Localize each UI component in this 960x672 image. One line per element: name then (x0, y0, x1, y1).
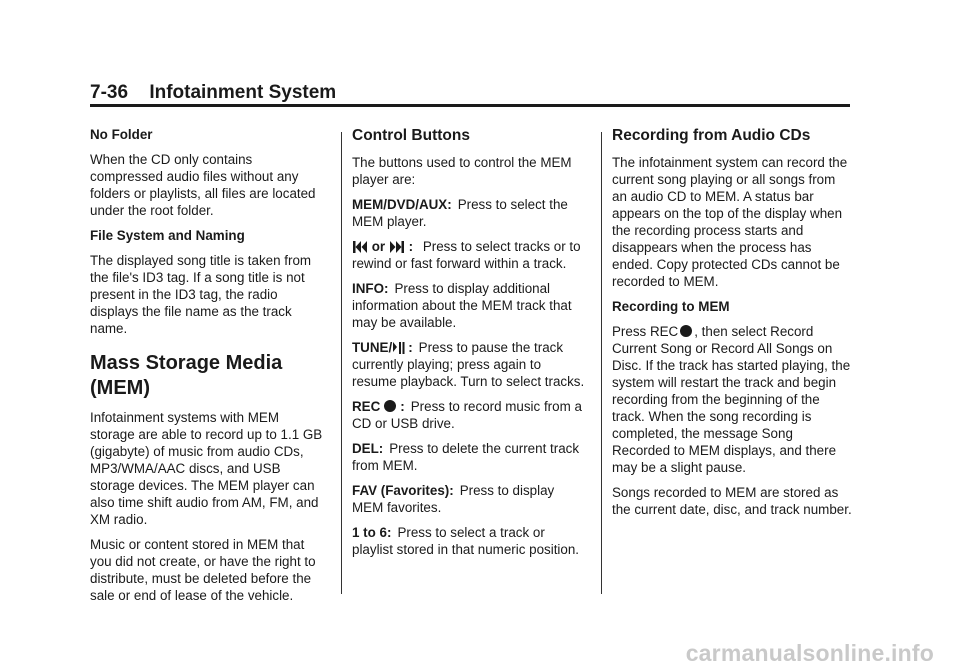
numeric-desc: Press to select a track or playlist stored in that numeric position. (352, 525, 580, 558)
mem-dvd-aux-item (352, 196, 588, 230)
fav-term: FAV (Favorites): (352, 483, 454, 499)
press-rec-text: Press REC (612, 324, 679, 339)
mass-storage-text-2: Music or content stored in MEM that you did not create, or have the right to distribute, must be deleted before the sale or end of lease of the vehicle. (90, 537, 316, 603)
control-buttons-intro: The buttons used to control the MEM player are: (352, 155, 572, 187)
rec-desc: Press to record music from a CD or USB drive. (352, 399, 582, 432)
recording-text-3: Songs recorded to MEM are stored as the current date, disc, and track number. (612, 485, 852, 517)
mem-dvd-aux-term: MEM/DVD/AUX: (352, 197, 452, 212)
seek-back-icon (352, 240, 368, 254)
rec-term: REC (352, 399, 381, 415)
recording-text-1: The infotainment system can record the current song playing or all songs from an audio CD to MEM. A status bar appears on the top of the display when the recording process starts and disappears when the process has ended. Copy protected CDs cannot be recorded to MEM. (612, 155, 848, 289)
column-divider (601, 132, 602, 594)
seek-item: or : Press to select tracks or to rewind or fast forward within a track. (352, 239, 581, 271)
tune-item: TUNE/ : Press to pause the track currently playing; press again to resume playback. Turn to select tracks. (352, 340, 585, 390)
file-system-heading: File System and Naming (90, 228, 245, 243)
record-icon (680, 325, 692, 337)
del-desc: Press to delete the current track from MEM. (352, 441, 580, 474)
recording-text-2 (612, 323, 852, 476)
recording-to-mem-heading: Recording to MEM (612, 299, 730, 314)
fav-item (352, 482, 588, 516)
info-desc: Press to display additional information about the MEM track that may be available. (352, 281, 572, 330)
section-title: Infotainment System (149, 82, 337, 103)
file-system-text: The displayed song title is taken from the file's ID3 tag. If a song title is not present in the ID3 tag, the radio displays the file name as the track name. (90, 253, 312, 336)
column-3 (612, 126, 852, 526)
no-folder-text: When the CD only contains compressed audio files without any folders or playlists, all files are located under the root folder. (90, 152, 316, 218)
no-folder-heading: No Folder (90, 127, 153, 142)
numeric-term: 1 to 6: (352, 525, 392, 541)
play-pause-icon (392, 340, 406, 356)
tune-term: TUNE/ (352, 340, 393, 355)
numeric-item (352, 524, 588, 558)
column-2 (352, 126, 588, 566)
header-rule (90, 104, 850, 107)
rec-item: REC : Press to record music from a CD or USB drive. (352, 399, 582, 432)
watermark: carmanualsonline.info (685, 640, 934, 666)
seek-forward-icon (389, 240, 405, 254)
mem-dvd-aux-desc: Press to select the MEM player. (352, 197, 568, 229)
control-buttons-heading: Control Buttons (352, 127, 470, 144)
page-header (90, 82, 850, 104)
mass-storage-heading: Mass Storage Media (MEM) (90, 352, 283, 399)
fav-desc: Press to display MEM favorites. (352, 483, 555, 516)
column-divider (341, 132, 342, 594)
record-icon (384, 400, 396, 412)
info-term: INFO: (352, 281, 389, 296)
column-1 (90, 126, 326, 612)
del-item (352, 440, 588, 474)
mass-storage-text-1: Infotainment systems with MEM storage are able to record up to 1.1 GB (gigabyte) of music from audio CDs, MP3/WMA/AAC discs, and USB storage devices. The MEM player can also time shift audio from AM, FM, and XM radio. (90, 410, 323, 527)
tune-desc: Press to pause the track currently playing; press again to resume playback. Turn to select tracks. (352, 340, 585, 390)
del-term: DEL: (352, 441, 384, 457)
seek-or-text: or (371, 239, 386, 254)
recording-instructions: , then select Record Current Song or Record All Songs on Disc. If the track has started playing, the system will restart the track and begin recording from the beginning of the track. When the song recording is completed, the message Song Recorded to MEM displays, and there may be a slight pause. (612, 324, 851, 475)
recording-heading: Recording from Audio CDs (612, 127, 811, 144)
info-item (352, 280, 588, 331)
page-number: 7-36 (90, 82, 129, 103)
seek-desc: Press to select tracks or to rewind or fast forward within a track. (352, 239, 581, 271)
